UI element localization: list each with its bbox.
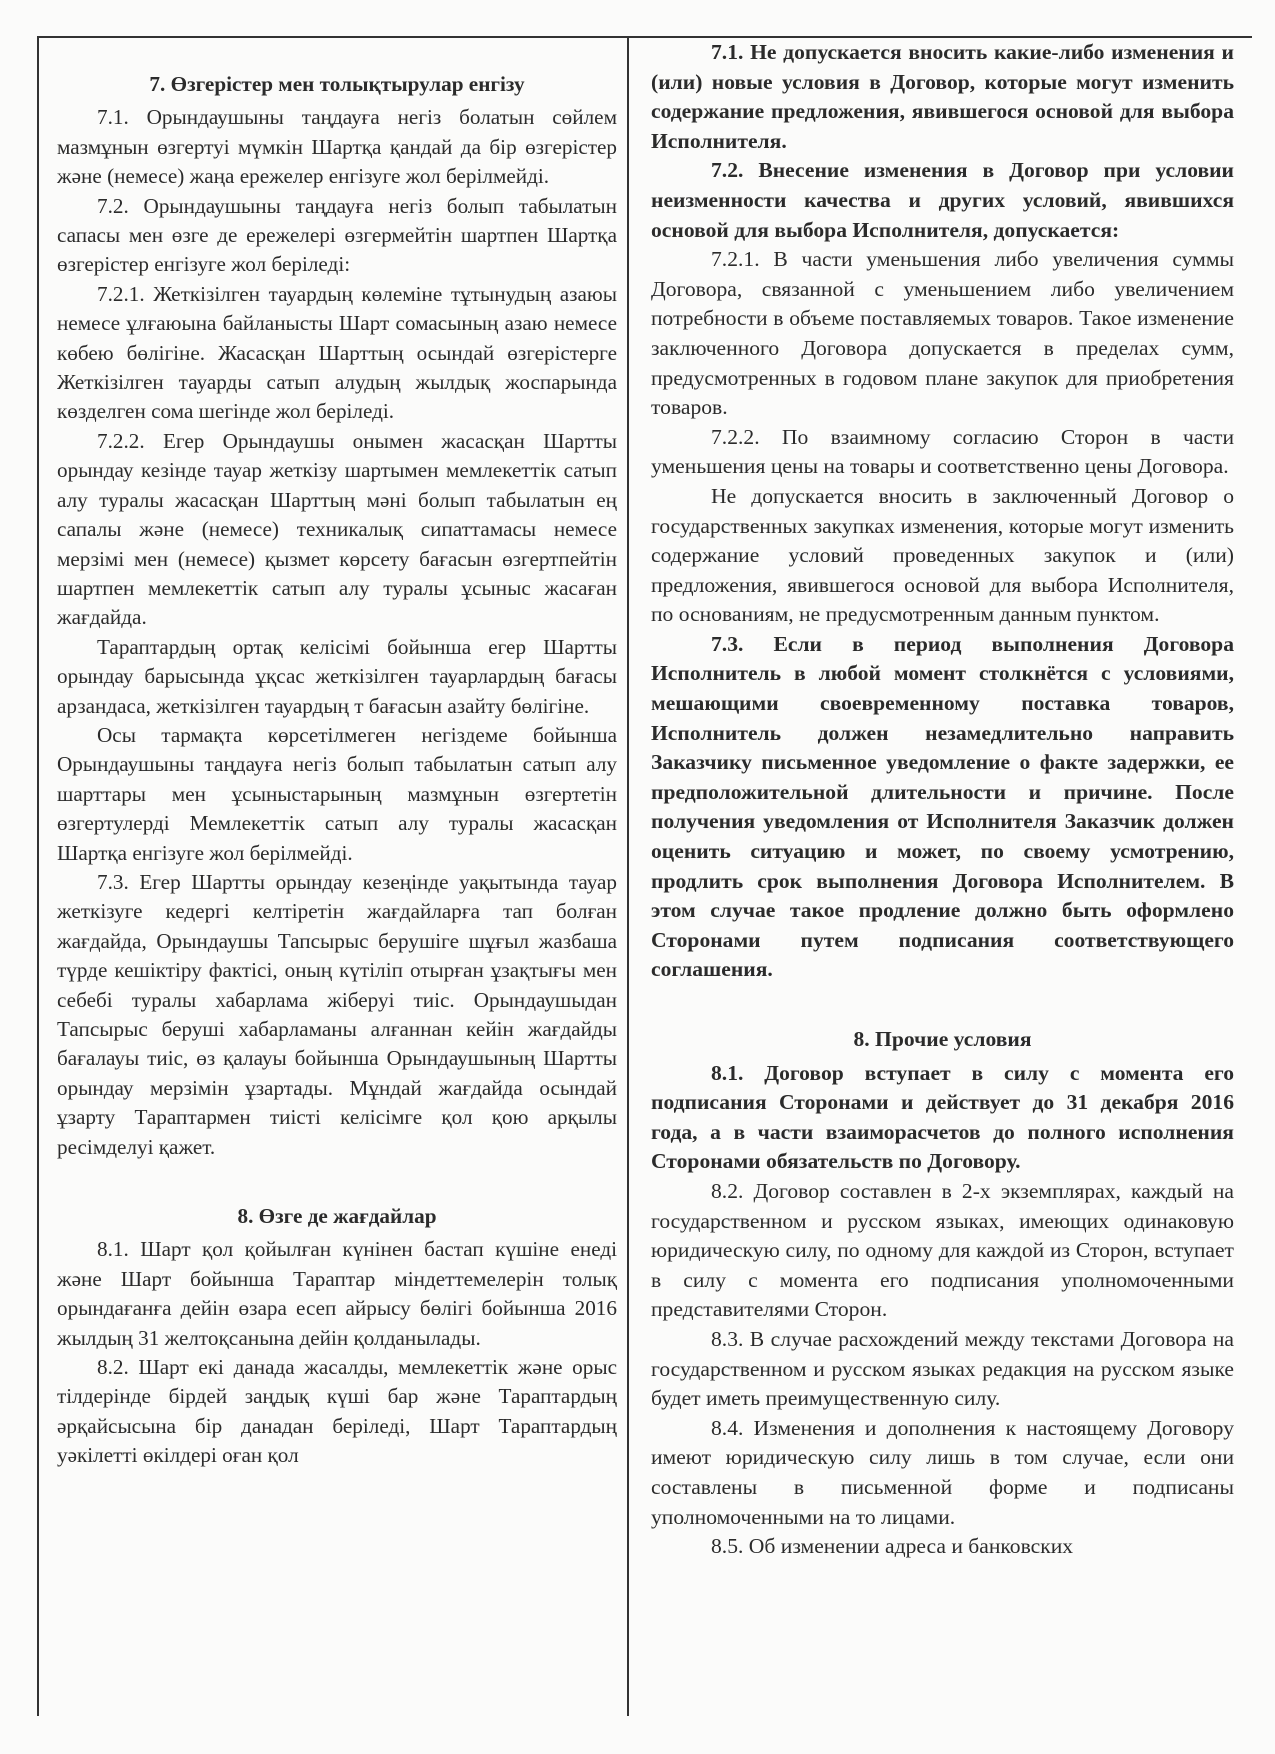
spacer [57,1162,617,1192]
clause-7-2-ru: 7.2. Внесение изменения в Договор при условии неизменности качества и других условий, явившихся основой для выбора Исполнителя, допускается: [651,158,1234,242]
clause-8-1-kz: 8.1. Шарт қол қойылған күнінен бастап күшіне енеді және Шарт бойынша Тараптар міндеттемелерін толық орындағанға дейін өзара есеп айрысу бөлігі бойынша 2016 жылдың 31 желтоқсанына дейін қолданылады. [57,1237,617,1350]
clause-7-2-2-ru: 7.2.2. По взаимному согласию Сторон в части уменьшения цены на товары и соответственно цены Договора. [651,424,1234,479]
clause-7-1-ru: 7.1. Не допускается вносить какие-либо изменения и (или) новые условия в Договор, которые могут изменить содержание предложения, явившегося основой для выбора Исполнителя. [651,40,1234,153]
clause-7-2-2-kz: 7.2.2. Егер Орындаушы онымен жасасқан Шартты орындау кезінде тауар жеткізу шартымен мемлекеттік сатып алу туралы жасасқан Шарттың мәні болып табылатын ең сапалы және (немесе) техникалық сипаттамасы немесе мерзімі мен (немесе) қызмет көрсету бағасын өзгертпейтін шартпен мемлекеттік сатып алу туралы ұсыныс жасаған жағдайда. [57,428,617,630]
clause-7-2-1-kz: 7.2.1. Жеткізілген тауардың көлеміне тұтынудың азаюы немесе ұлғаюына байланысты Шарт сомасының азаю немесе көбею бөлігіне. Жасасқан Шарттың осындай өзгерістерге Жеткізілген тауарды сатып алудың жылдық жоспарында көзделген сома шегінде жол беріледі. [57,281,617,424]
clause-7-2-kz: 7.2. Орындаушыны таңдауға негіз болып табылатын сапасы мен өзге де ережелері өзгермейтін шартпен Шартқа өзгерістер енгізуге жол беріледі: [57,193,617,277]
russian-column [629,38,1252,1716]
clause-ne-ru: Не допускается вносить в заключенный Договор о государственных закупках изменения, которые могут изменить содержание условий проведенных закупок и (или) предложения, явившегося основой для выбора Исполнителя, по основаниям, не предусмотренным данным пунктом. [651,483,1234,627]
clause-8-3-ru: 8.3. В случае расхождений между текстами Договора на государственном и русском языках редакция на русском языке будет иметь преимущественную силу. [651,1326,1234,1411]
spacer [651,985,1234,1015]
clause-parties-kz: Тараптардың ортақ келісімі бойынша егер Шартты орындау барысында ұқсас жеткізілген тауарлардың бағасы арзандаса, жеткізілген тауардың т бағасын азайту бөлігіне. [57,634,617,718]
clause-7-1-kz: 7.1. Орындаушыны таңдауға негіз болатын сөйлем мазмұнын өзгертуі мүмкін Шартқа қандай да бір өзгерістер және (немесе) жаңа ережелер енгізуге жол берілмейді. [57,105,617,189]
clause-7-3-kz: 7.3. Егер Шартты орындау кезеңінде уақытында тауар жеткізуге кедергі келтіретін жағдайларға тап болған жағдайда, Орындаушы Тапсырыс берушіге шұғыл жазбаша түрде кешіктіру фактісі, оның күтіліп отырған ұзақтығы мен себебі туралы хабарлама жіберуі тиіс. Орындаушыдан Тапсырыс беруші хабарламаны алғаннан кейін жағдайды бағалауы тиіс, өз қалауы бойынша Орындаушының Шартты орындау мерзімін ұзартады. Мұндай жағдайда осындай ұзарту Тараптармен тиісті келісімге қол қою арқылы ресімделуі қажет. [57,869,617,1159]
clause-8-2-ru: 8.2. Договор составлен в 2-х экземплярах, каждый на государственном и русском языках, имеющих одинаковую юридическую силу, по одному для каждой из Сторон, вступает в силу с момента его подписания уполномоченными представителями Сторон. [651,1178,1234,1322]
section-7-heading-kz: 7. Өзгерістер мен толықтырулар енгізу [149,72,525,96]
clause-8-4-ru: 8.4. Изменения и дополнения к настоящему Договору имеют юридическую силу лишь в том случае, если они составлены в письменной форме и подписаны уполномоченными на то лицами. [651,1415,1234,1529]
kazakh-column [39,38,629,1716]
clause-7-3-ru: 7.3. Если в период выполнения Договора Исполнитель в любой момент столкнётся с условиями, мешающими своевременному поставка товаров, Исполнитель должен незамедлительно направить Заказчику письменное уведомление о факте задержки, ее предположительной длительности и причине. После получения уведомления от Исполнителя Заказчик должен оценить ситуацию и может, по своему усмотрению, продлить срок выполнения Договора Исполнителем. В этом случае такое продление должно быть оформлено Сторонами путем подписания соответствующего соглашения. [651,631,1234,982]
bilingual-contract-table [37,36,1252,1716]
clause-8-5-ru: 8.5. Об изменении адреса и банковских [711,1534,1074,1559]
section-8-heading-kz: 8. Өзге де жағдайлар [237,1204,437,1229]
clause-8-1-ru: 8.1. Договор вступает в силу с момента его подписания Сторонами и действует до 31 декабря 2016 года, а в части взаиморасчетов до полного исполнения Сторонами обязательств по Договору. [651,1060,1234,1174]
clause-8-2-kz: 8.2. Шарт екі данада жасалды, мемлекеттік және орыс тілдерінде бірдей заңдық күші бар және Тараптардың әрқайсысына бір данадан беріледі, Шарт Тараптардың уәкілетті өкілдері оған қол [57,1355,617,1468]
clause-osy-kz: Осы тармақта көрсетілмеген негіздеме бойынша Орындаушыны таңдауға негіз болып табылатын сатып алу шарттары мен ұсыныстарының мазмұнын өзгертетін өзгертулерді Мемлекеттік сатып алу туралы жасасқан Шартқа енгізуге жол берілмейді. [57,722,617,865]
clause-7-2-1-ru: 7.2.1. В части уменьшения либо увеличения суммы Договора, связанной с уменьшением либо увеличением потребности в объеме поставляемых товаров. Такое изменение заключенного Договора допускается в пределах сумм, предусмотренных в годовом плане закупок для приобретения товаров. [651,247,1234,420]
section-8-heading-ru: 8. Прочие условия [853,1027,1032,1051]
